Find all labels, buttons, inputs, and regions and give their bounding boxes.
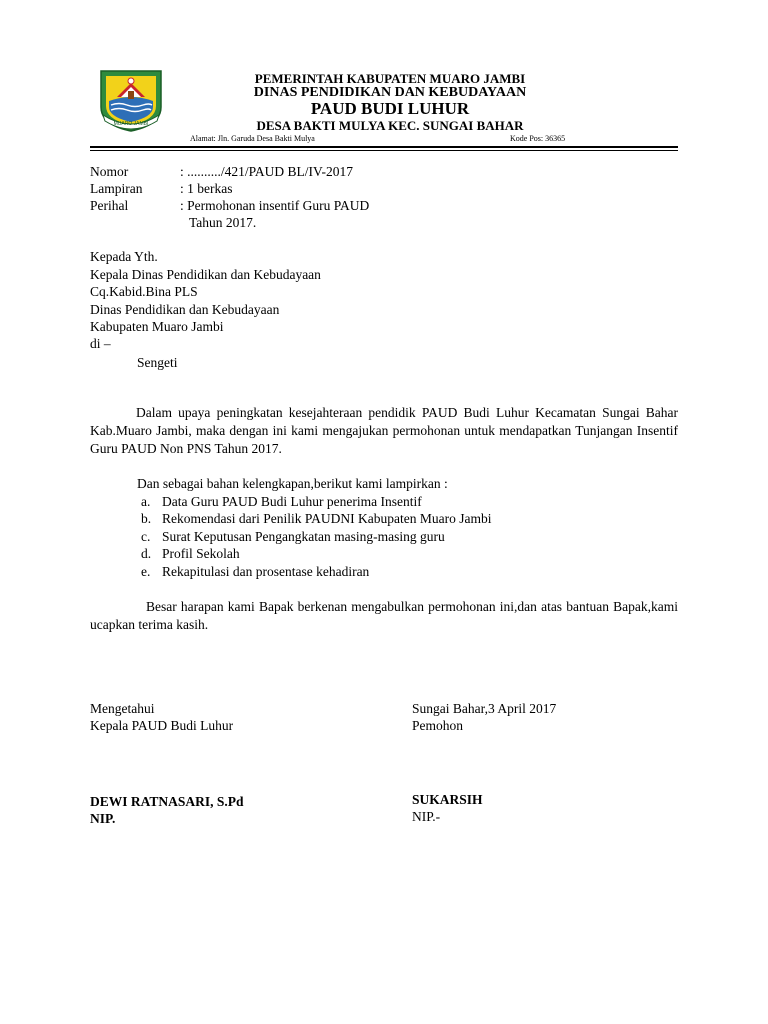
attachment-item: Surat Keputusan Pengangkatan masing-masing guru [162,529,445,544]
meta-perihal-continuation: Tahun 2017. [189,215,257,230]
meta-value-lampiran: : 1 berkas [180,181,233,196]
meta-value-nomor: : ........../421/PAUD BL/IV-2017 [180,164,354,179]
recipient-line: Dinas Pendidikan dan Kebudayaan [90,302,280,317]
signature-right-name: SUKARSIH [412,792,483,807]
recipient-line: Kepala Dinas Pendidikan dan Kebudayaan [90,267,321,282]
attachment-marker: c. [141,529,151,544]
attachment-marker: e. [141,564,151,579]
recipient-line: Kabupaten Muaro Jambi [90,319,224,334]
signature-left-line1: Mengetahui [90,701,155,716]
signature-right-place-date: Sungai Bahar,3 April 2017 [412,701,557,716]
attachments-intro: Dan sebagai bahan kelengkapan,berikut kami lampirkan : [137,476,448,491]
attachment-item: Data Guru PAUD Budi Luhur penerima Insentif [162,494,422,509]
attachment-item: Rekapitulasi dan prosentase kehadiran [162,564,370,579]
recipient-line: Cq.Kabid.Bina PLS [90,284,198,299]
body-paragraph-closing: Besar harapan kami Bapak berkenan mengabulkan permohonan ini,dan atas bantuan Bapak,kami ucapkan terima kasih. [90,599,678,632]
attachment-item: Rekomendasi dari Penilik PAUDNI Kabupaten Muaro Jambi [162,511,492,526]
letterhead-rule-thin [90,150,678,151]
meta-value-perihal: : Permohonan insentif Guru PAUD [180,198,370,213]
meta-label-lampiran: Lampiran [90,181,143,196]
letterhead-rule-thick [90,146,678,148]
attachment-marker: b. [141,511,152,526]
signature-left-name: DEWI RATNASARI, S.Pd [90,794,244,809]
recipient-city: Sengeti [137,355,178,370]
letterhead-department: DINAS PENDIDIKAN DAN KEBUDAYAAN [253,85,527,100]
letterhead-village: DESA BAKTI MULYA KEC. SUNGAI BAHAR [256,118,524,133]
signature-left-title: Kepala PAUD Budi Luhur [90,718,234,733]
meta-label-perihal: Perihal [90,198,129,213]
signature-right-role: Pemohon [412,718,464,733]
recipient-line: Kepada Yth. [90,249,158,264]
letterhead-school-name: PAUD BUDI LUHUR [310,99,470,118]
meta-label-nomor: Nomor [90,164,129,179]
letterhead-postcode: Kode Pos: 36365 [510,134,566,143]
signature-left-nip: NIP. [90,811,116,826]
regency-emblem-logo [97,67,165,133]
attachment-marker: a. [141,494,151,509]
attachment-item: Profil Sekolah [162,546,240,561]
attachment-marker: d. [141,546,152,561]
letterhead-government: PEMERINTAH KABUPATEN MUARO JAMBI [254,71,526,86]
body-paragraph-request: Dalam upaya peningkatan kesejahteraan pendidik PAUD Budi Luhur Kecamatan Sungai Bahar Kab.Muaro Jambi, maka dengan ini kami mengajukan permohonan untuk mendapatkan Tunjangan Insentif Guru PAUD Non PNS Tahun 2017. [90,405,678,456]
recipient-line: di – [90,336,111,351]
logo-ribbon-text: MUARO JAMBI [113,121,149,127]
signature-right-nip: NIP.- [412,809,441,824]
letterhead-address: Alamat: Jln. Garuda Desa Bakti Mulya [190,134,315,143]
